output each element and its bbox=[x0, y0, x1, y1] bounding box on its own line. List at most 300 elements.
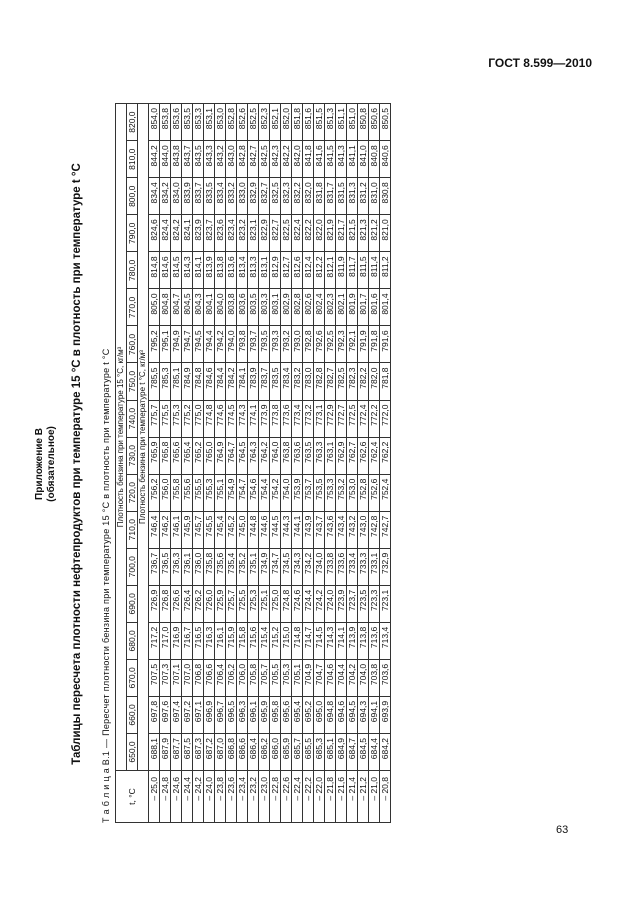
density-value-cell: 724,4 bbox=[303, 585, 314, 622]
table-row bbox=[226, 104, 237, 823]
density-value-cell: 822,4 bbox=[292, 215, 303, 252]
density-value-cell: 695,0 bbox=[314, 696, 325, 733]
density-value-cell: 804,1 bbox=[204, 289, 215, 326]
density-value-cell: 795,2 bbox=[149, 326, 160, 363]
density-value-cell: 744,5 bbox=[270, 511, 281, 548]
density-value-cell: 755,1 bbox=[215, 474, 226, 511]
density-value-cell: 793,2 bbox=[281, 326, 292, 363]
density-value-cell: 821,7 bbox=[336, 215, 347, 252]
density-value-cell: 852,1 bbox=[270, 104, 281, 141]
temperature-cell: – 22,2 bbox=[303, 771, 314, 823]
temperature-cell: – 23,8 bbox=[215, 771, 226, 823]
density-value-cell: 735,4 bbox=[226, 548, 237, 585]
temperature-cell: – 22,0 bbox=[314, 771, 325, 823]
density-value-cell: 764,5 bbox=[237, 437, 248, 474]
density-value-cell: 831,8 bbox=[314, 178, 325, 215]
density-header-cell: 660,0 bbox=[127, 696, 138, 733]
density-value-cell: 841,1 bbox=[347, 141, 358, 178]
density-value-cell: 694,1 bbox=[369, 696, 380, 733]
density-value-cell: 772,7 bbox=[336, 400, 347, 437]
density-value-cell: 805,0 bbox=[149, 289, 160, 326]
density-value-cell: 814,1 bbox=[193, 252, 204, 289]
temperature-cell: – 21,2 bbox=[358, 771, 369, 823]
density-value-cell: 705,5 bbox=[270, 659, 281, 696]
density-value-cell: 783,9 bbox=[248, 363, 259, 400]
density-value-cell: 746,2 bbox=[160, 511, 171, 548]
density-value-cell: 734,5 bbox=[281, 548, 292, 585]
density-value-cell: 794,7 bbox=[182, 326, 193, 363]
density-value-cell: 753,5 bbox=[314, 474, 325, 511]
density-value-cell: 706,4 bbox=[215, 659, 226, 696]
density-value-cell: 844,0 bbox=[160, 141, 171, 178]
density-value-cell: 784,2 bbox=[226, 363, 237, 400]
density-value-cell: 764,2 bbox=[259, 437, 270, 474]
density-value-cell: 775,0 bbox=[193, 400, 204, 437]
temperature-cell: – 24,6 bbox=[171, 771, 182, 823]
density-value-cell: 684,2 bbox=[380, 733, 391, 770]
density-value-cell: 695,2 bbox=[303, 696, 314, 733]
density-value-cell: 723,7 bbox=[347, 585, 358, 622]
density-value-cell: 744,6 bbox=[259, 511, 270, 548]
density-value-cell: 704,0 bbox=[358, 659, 369, 696]
density-value-cell: 832,3 bbox=[281, 178, 292, 215]
density-value-cell: 853,8 bbox=[160, 104, 171, 141]
density-value-cell: 783,7 bbox=[259, 363, 270, 400]
density-value-cell: 725,3 bbox=[248, 585, 259, 622]
density-value-cell: 717,2 bbox=[149, 622, 160, 659]
density-value-cell: 714,1 bbox=[336, 622, 347, 659]
density-value-cell: 763,8 bbox=[281, 437, 292, 474]
density-value-cell: 684,9 bbox=[336, 733, 347, 770]
density-value-cell: 752,4 bbox=[380, 474, 391, 511]
density-value-cell: 832,0 bbox=[303, 178, 314, 215]
density-value-cell: 742,8 bbox=[369, 511, 380, 548]
density-value-cell: 704,9 bbox=[303, 659, 314, 696]
density-value-cell: 742,7 bbox=[380, 511, 391, 548]
density-value-cell: 772,0 bbox=[380, 400, 391, 437]
density-value-cell: 685,9 bbox=[281, 733, 292, 770]
density-value-cell: 793,0 bbox=[292, 326, 303, 363]
density-value-cell: 745,0 bbox=[237, 511, 248, 548]
density-value-cell: 792,8 bbox=[303, 326, 314, 363]
density-value-cell: 802,3 bbox=[325, 289, 336, 326]
density-value-cell: 785,1 bbox=[171, 363, 182, 400]
density-value-cell: 794,9 bbox=[171, 326, 182, 363]
density-value-cell: 764,7 bbox=[226, 437, 237, 474]
density-value-cell: 853,1 bbox=[204, 104, 215, 141]
density-value-cell: 736,7 bbox=[149, 548, 160, 585]
density-value-cell: 804,7 bbox=[171, 289, 182, 326]
density-value-cell: 824,6 bbox=[149, 215, 160, 252]
temperature-cell: – 21,6 bbox=[336, 771, 347, 823]
density-value-cell: 694,5 bbox=[347, 696, 358, 733]
density-value-cell: 762,6 bbox=[358, 437, 369, 474]
density-value-cell: 695,4 bbox=[292, 696, 303, 733]
density-value-cell: 791,6 bbox=[380, 326, 391, 363]
density-value-cell: 843,3 bbox=[204, 141, 215, 178]
density-value-cell: 685,1 bbox=[325, 733, 336, 770]
density-value-cell: 774,3 bbox=[237, 400, 248, 437]
density-value-cell: 804,3 bbox=[193, 289, 204, 326]
density-value-cell: 795,1 bbox=[160, 326, 171, 363]
density-value-cell: 821,2 bbox=[369, 215, 380, 252]
temperature-cell: – 21,0 bbox=[369, 771, 380, 823]
density-value-cell: 834,4 bbox=[149, 178, 160, 215]
temperature-cell: – 24,8 bbox=[160, 771, 171, 823]
density-value-cell: 707,0 bbox=[182, 659, 193, 696]
density-value-cell: 840,8 bbox=[369, 141, 380, 178]
density-value-cell: 783,4 bbox=[281, 363, 292, 400]
density-header-cell: 790,0 bbox=[127, 215, 138, 252]
density-value-cell: 773,2 bbox=[303, 400, 314, 437]
density-value-cell: 725,0 bbox=[270, 585, 281, 622]
density-value-cell: 736,5 bbox=[160, 548, 171, 585]
density-value-cell: 723,9 bbox=[336, 585, 347, 622]
density-value-cell: 773,4 bbox=[292, 400, 303, 437]
density-value-cell: 733,8 bbox=[325, 548, 336, 585]
density-value-cell: 850,8 bbox=[358, 104, 369, 141]
density-value-cell: 833,7 bbox=[193, 178, 204, 215]
density-value-cell: 785,5 bbox=[149, 363, 160, 400]
density-value-cell: 687,2 bbox=[204, 733, 215, 770]
density-value-cell: 723,1 bbox=[380, 585, 391, 622]
temperature-cell: – 21,8 bbox=[325, 771, 336, 823]
table-row bbox=[193, 104, 204, 823]
density-value-cell: 686,6 bbox=[237, 733, 248, 770]
density-value-cell: 794,0 bbox=[226, 326, 237, 363]
density-value-cell: 743,7 bbox=[314, 511, 325, 548]
density-value-cell: 713,4 bbox=[380, 622, 391, 659]
temperature-cell: – 20,8 bbox=[380, 771, 391, 823]
density-value-cell: 804,8 bbox=[160, 289, 171, 326]
density-value-cell: 744,3 bbox=[281, 511, 292, 548]
density-value-cell: 851,3 bbox=[325, 104, 336, 141]
density-value-cell: 833,0 bbox=[237, 178, 248, 215]
density-value-cell: 775,7 bbox=[149, 400, 160, 437]
density-value-cell: 813,3 bbox=[248, 252, 259, 289]
density-value-cell: 734,0 bbox=[314, 548, 325, 585]
density-value-cell: 763,5 bbox=[303, 437, 314, 474]
density-value-cell: 782,2 bbox=[358, 363, 369, 400]
density-value-cell: 755,5 bbox=[193, 474, 204, 511]
density-value-cell: 854,0 bbox=[149, 104, 160, 141]
density-value-cell: 734,7 bbox=[270, 548, 281, 585]
density-value-cell: 774,6 bbox=[215, 400, 226, 437]
density-value-cell: 754,7 bbox=[237, 474, 248, 511]
density-value-cell: 823,9 bbox=[193, 215, 204, 252]
density-value-cell: 842,3 bbox=[270, 141, 281, 178]
density-value-cell: 782,8 bbox=[314, 363, 325, 400]
density-value-cell: 745,4 bbox=[215, 511, 226, 548]
density-value-cell: 765,6 bbox=[171, 437, 182, 474]
density-header-cell: 680,0 bbox=[127, 622, 138, 659]
density-value-cell: 783,2 bbox=[292, 363, 303, 400]
density-value-cell: 785,3 bbox=[160, 363, 171, 400]
density-value-cell: 812,1 bbox=[325, 252, 336, 289]
page-title: Таблицы пересчета плотности нефтепродуктов при температуре 15 °С в плотность при температуре t °С bbox=[71, 163, 83, 765]
density-value-cell: 784,4 bbox=[215, 363, 226, 400]
density-value-cell: 822,2 bbox=[303, 215, 314, 252]
density-value-cell: 726,0 bbox=[204, 585, 215, 622]
density-value-cell: 852,6 bbox=[237, 104, 248, 141]
density-value-cell: 834,0 bbox=[171, 178, 182, 215]
density-value-cell: 715,6 bbox=[248, 622, 259, 659]
density-value-cell: 783,5 bbox=[270, 363, 281, 400]
density-value-cell: 791,9 bbox=[358, 326, 369, 363]
density-value-cell: 704,2 bbox=[347, 659, 358, 696]
density-value-cell: 774,8 bbox=[204, 400, 215, 437]
density-value-cell: 842,8 bbox=[237, 141, 248, 178]
density-value-cell: 832,7 bbox=[259, 178, 270, 215]
density-value-cell: 834,2 bbox=[160, 178, 171, 215]
density-value-cell: 843,7 bbox=[182, 141, 193, 178]
density-value-cell: 716,3 bbox=[204, 622, 215, 659]
density-header-cell: 760,0 bbox=[127, 326, 138, 363]
density-header-cell: 770,0 bbox=[127, 289, 138, 326]
density-value-cell: 773,1 bbox=[314, 400, 325, 437]
density-value-cell: 833,4 bbox=[215, 178, 226, 215]
temperature-cell: – 22,8 bbox=[270, 771, 281, 823]
density-table bbox=[115, 103, 391, 823]
density-value-cell: 704,7 bbox=[314, 659, 325, 696]
density-value-cell: 843,5 bbox=[193, 141, 204, 178]
density-value-cell: 685,3 bbox=[314, 733, 325, 770]
density-value-cell: 713,6 bbox=[369, 622, 380, 659]
density-value-cell: 723,3 bbox=[369, 585, 380, 622]
density-value-cell: 694,6 bbox=[336, 696, 347, 733]
density-value-cell: 696,9 bbox=[204, 696, 215, 733]
density-value-cell: 735,1 bbox=[248, 548, 259, 585]
density-value-cell: 703,6 bbox=[380, 659, 391, 696]
table-row bbox=[149, 104, 160, 823]
density-value-cell: 723,5 bbox=[358, 585, 369, 622]
density-value-cell: 812,6 bbox=[292, 252, 303, 289]
density-value-cell: 687,3 bbox=[193, 733, 204, 770]
density-value-cell: 772,5 bbox=[347, 400, 358, 437]
density-header-cell: 690,0 bbox=[127, 585, 138, 622]
density-value-cell: 684,4 bbox=[369, 733, 380, 770]
density-value-cell: 784,9 bbox=[182, 363, 193, 400]
density-value-cell: 765,0 bbox=[204, 437, 215, 474]
density-value-cell: 841,3 bbox=[336, 141, 347, 178]
density-value-cell: 833,5 bbox=[204, 178, 215, 215]
table-row bbox=[215, 104, 226, 823]
density-value-cell: 851,6 bbox=[303, 104, 314, 141]
density-value-cell: 736,3 bbox=[171, 548, 182, 585]
density-value-cell: 823,7 bbox=[204, 215, 215, 252]
density-value-cell: 686,2 bbox=[259, 733, 270, 770]
table-row bbox=[369, 104, 380, 823]
density-value-cell: 765,4 bbox=[182, 437, 193, 474]
density-value-cell: 726,4 bbox=[182, 585, 193, 622]
density-value-cell: 713,8 bbox=[358, 622, 369, 659]
density-value-cell: 773,6 bbox=[281, 400, 292, 437]
temperature-cell: – 23,0 bbox=[259, 771, 270, 823]
density-value-cell: 762,7 bbox=[347, 437, 358, 474]
density-value-cell: 706,0 bbox=[237, 659, 248, 696]
density-value-cell: 853,0 bbox=[215, 104, 226, 141]
density-value-cell: 801,9 bbox=[347, 289, 358, 326]
density-value-cell: 695,9 bbox=[259, 696, 270, 733]
density-value-cell: 715,2 bbox=[270, 622, 281, 659]
table-row bbox=[358, 104, 369, 823]
density-value-cell: 794,4 bbox=[204, 326, 215, 363]
density-value-cell: 783,0 bbox=[303, 363, 314, 400]
density-value-cell: 735,2 bbox=[237, 548, 248, 585]
density-value-cell: 844,2 bbox=[149, 141, 160, 178]
density-value-cell: 773,8 bbox=[270, 400, 281, 437]
table-row bbox=[182, 104, 193, 823]
density-value-cell: 802,1 bbox=[336, 289, 347, 326]
density-value-cell: 733,4 bbox=[347, 548, 358, 585]
density-value-cell: 724,2 bbox=[314, 585, 325, 622]
density-value-cell: 775,3 bbox=[171, 400, 182, 437]
density-value-cell: 831,0 bbox=[369, 178, 380, 215]
density-value-cell: 833,2 bbox=[226, 178, 237, 215]
density-value-cell: 726,9 bbox=[149, 585, 160, 622]
density-value-cell: 756,2 bbox=[149, 474, 160, 511]
table-row bbox=[270, 104, 281, 823]
density-value-cell: 850,6 bbox=[369, 104, 380, 141]
density-value-cell: 714,7 bbox=[303, 622, 314, 659]
temperature-cell: – 24,2 bbox=[193, 771, 204, 823]
temperature-cell: – 22,6 bbox=[281, 771, 292, 823]
density-value-cell: 705,3 bbox=[281, 659, 292, 696]
temperature-cell: – 24,4 bbox=[182, 771, 193, 823]
density-value-cell: 840,6 bbox=[380, 141, 391, 178]
density-value-cell: 842,7 bbox=[248, 141, 259, 178]
density-value-cell: 753,7 bbox=[303, 474, 314, 511]
density-value-cell: 841,0 bbox=[358, 141, 369, 178]
density-value-cell: 745,9 bbox=[182, 511, 193, 548]
density-value-cell: 823,1 bbox=[248, 215, 259, 252]
density-value-cell: 706,8 bbox=[193, 659, 204, 696]
temperature-cell: – 23,2 bbox=[248, 771, 259, 823]
density-value-cell: 851,5 bbox=[314, 104, 325, 141]
density-value-cell: 686,4 bbox=[248, 733, 259, 770]
density-value-cell: 714,3 bbox=[325, 622, 336, 659]
density-value-cell: 733,3 bbox=[358, 548, 369, 585]
density-value-cell: 811,9 bbox=[336, 252, 347, 289]
density-value-cell: 821,3 bbox=[358, 215, 369, 252]
density-value-cell: 850,5 bbox=[380, 104, 391, 141]
density-value-cell: 852,0 bbox=[281, 104, 292, 141]
density-value-cell: 686,0 bbox=[270, 733, 281, 770]
density-value-cell: 752,6 bbox=[369, 474, 380, 511]
density-value-cell: 743,0 bbox=[358, 511, 369, 548]
density-value-cell: 814,5 bbox=[171, 252, 182, 289]
density-header-cell: 740,0 bbox=[127, 400, 138, 437]
density-value-cell: 830,8 bbox=[380, 178, 391, 215]
density-value-cell: 851,8 bbox=[292, 104, 303, 141]
density-value-cell: 802,6 bbox=[303, 289, 314, 326]
density-value-cell: 812,4 bbox=[303, 252, 314, 289]
density-value-cell: 716,7 bbox=[182, 622, 193, 659]
density-value-cell: 695,6 bbox=[281, 696, 292, 733]
density-value-cell: 852,5 bbox=[248, 104, 259, 141]
density-value-cell: 764,3 bbox=[248, 437, 259, 474]
density-value-cell: 765,9 bbox=[149, 437, 160, 474]
density-value-cell: 725,5 bbox=[237, 585, 248, 622]
density-value-cell: 732,9 bbox=[380, 548, 391, 585]
table-row bbox=[314, 104, 325, 823]
density-value-cell: 725,9 bbox=[215, 585, 226, 622]
density-value-cell: 704,4 bbox=[336, 659, 347, 696]
density-value-cell: 693,9 bbox=[380, 696, 391, 733]
density-value-cell: 755,3 bbox=[204, 474, 215, 511]
density-value-cell: 695,8 bbox=[270, 696, 281, 733]
density-value-cell: 813,9 bbox=[204, 252, 215, 289]
density-value-cell: 824,4 bbox=[160, 215, 171, 252]
table-row bbox=[237, 104, 248, 823]
table-row bbox=[292, 104, 303, 823]
density-value-cell: 707,5 bbox=[149, 659, 160, 696]
density-value-cell: 717,0 bbox=[160, 622, 171, 659]
density-value-cell: 755,8 bbox=[171, 474, 182, 511]
t-column-header: t, °C bbox=[116, 771, 149, 823]
density-value-cell: 792,1 bbox=[347, 326, 358, 363]
density-value-cell: 803,6 bbox=[237, 289, 248, 326]
density-value-cell: 716,1 bbox=[215, 622, 226, 659]
density-value-cell: 725,7 bbox=[226, 585, 237, 622]
density-value-cell: 851,1 bbox=[336, 104, 347, 141]
density-value-cell: 703,8 bbox=[369, 659, 380, 696]
density-value-cell: 716,5 bbox=[193, 622, 204, 659]
density-value-cell: 801,7 bbox=[358, 289, 369, 326]
density-value-cell: 715,9 bbox=[226, 622, 237, 659]
density-value-cell: 743,2 bbox=[347, 511, 358, 548]
density-value-cell: 706,6 bbox=[204, 659, 215, 696]
density-value-cell: 715,0 bbox=[281, 622, 292, 659]
density-value-cell: 734,3 bbox=[292, 548, 303, 585]
table-row bbox=[204, 104, 215, 823]
density-value-cell: 763,3 bbox=[314, 437, 325, 474]
density-value-cell: 833,9 bbox=[182, 178, 193, 215]
density-value-cell: 831,2 bbox=[358, 178, 369, 215]
rotated-content bbox=[24, 98, 564, 830]
density-value-cell: 687,0 bbox=[215, 733, 226, 770]
density-value-cell: 814,3 bbox=[182, 252, 193, 289]
density-value-cell: 743,6 bbox=[325, 511, 336, 548]
density-value-cell: 684,5 bbox=[358, 733, 369, 770]
density-value-cell: 841,8 bbox=[303, 141, 314, 178]
density-value-cell: 752,8 bbox=[358, 474, 369, 511]
temperature-cell: – 23,4 bbox=[237, 771, 248, 823]
density-value-cell: 754,6 bbox=[248, 474, 259, 511]
density-value-cell: 831,7 bbox=[325, 178, 336, 215]
density-value-cell: 772,4 bbox=[358, 400, 369, 437]
density-value-cell: 782,5 bbox=[336, 363, 347, 400]
density-value-cell: 713,9 bbox=[347, 622, 358, 659]
density-value-cell: 704,6 bbox=[325, 659, 336, 696]
density-value-cell: 724,6 bbox=[292, 585, 303, 622]
density-value-cell: 687,5 bbox=[182, 733, 193, 770]
density-value-cell: 686,8 bbox=[226, 733, 237, 770]
density-value-cell: 821,0 bbox=[380, 215, 391, 252]
temperature-cell: – 21,4 bbox=[347, 771, 358, 823]
density-value-cell: 814,6 bbox=[160, 252, 171, 289]
density-value-cell: 842,5 bbox=[259, 141, 270, 178]
density-header-cell: 780,0 bbox=[127, 252, 138, 289]
density-value-cell: 842,2 bbox=[281, 141, 292, 178]
density-value-cell: 706,2 bbox=[226, 659, 237, 696]
density-value-cell: 762,2 bbox=[380, 437, 391, 474]
density-value-cell: 793,5 bbox=[259, 326, 270, 363]
density-value-cell: 822,9 bbox=[259, 215, 270, 252]
density-value-cell: 782,7 bbox=[325, 363, 336, 400]
density-value-cell: 685,7 bbox=[292, 733, 303, 770]
density-value-cell: 764,0 bbox=[270, 437, 281, 474]
